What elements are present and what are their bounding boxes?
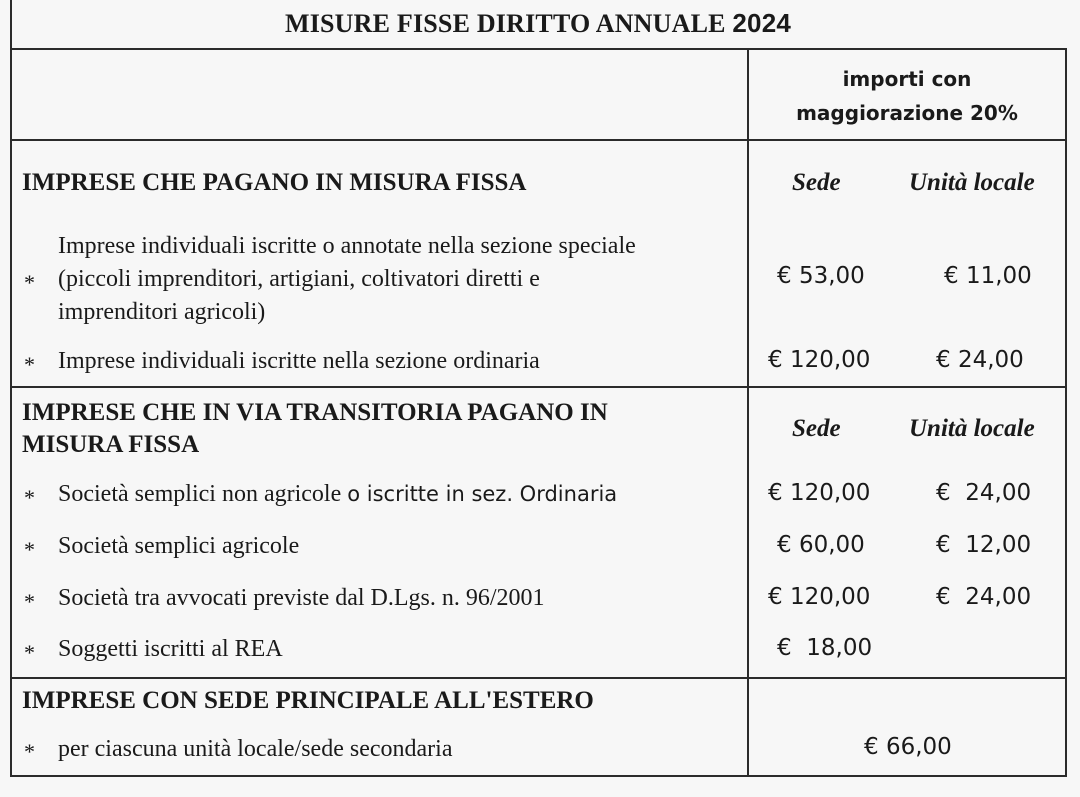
section-heading-transitory-line2: MISURA FISSA — [22, 431, 200, 458]
column-header-unita: Unità locale — [909, 415, 1035, 442]
amount-unita: € 24,00 — [936, 584, 1032, 610]
section-heading-fixed: IMPRESE CHE PAGANO IN MISURA FISSA — [22, 169, 527, 196]
table-border-bottom — [10, 775, 1067, 777]
amount-sede: € 53,00 — [777, 263, 865, 289]
row-text-extra: o iscritte in sez. Ordinaria — [347, 482, 618, 506]
table-border-top — [10, 48, 1067, 50]
row-bullet: * — [24, 352, 35, 377]
amount-sede: € 120,00 — [768, 480, 871, 506]
section-heading-transitory-line1: IMPRESE CHE IN VIA TRANSITORIA PAGANO IN — [22, 399, 608, 426]
row-text: Società tra avvocati previste dal D.Lgs. n. 96/2001 — [58, 585, 545, 611]
row-bullet: * — [24, 640, 35, 665]
row-text-line: imprenditori agricoli) — [58, 299, 266, 325]
amount-unita: € 24,00 — [936, 480, 1032, 506]
amount-foreign: € 66,00 — [864, 734, 952, 760]
table-title — [10, 8, 1066, 39]
row-text — [58, 477, 617, 511]
table-title-year: 2024 — [732, 8, 792, 38]
row-bullet: * — [24, 537, 35, 562]
row-divider-section-3 — [10, 677, 1067, 679]
row-text-line: Imprese individuali iscritte o annotate nella sezione speciale — [58, 233, 636, 259]
row-divider-header — [10, 139, 1067, 141]
table-border-right — [1065, 48, 1067, 777]
row-text: Soggetti iscritti al REA — [58, 636, 283, 662]
header-note-line1: importi con — [842, 67, 972, 91]
section-heading-foreign: IMPRESE CON SEDE PRINCIPALE ALL'ESTERO — [22, 687, 594, 714]
header-note — [748, 62, 1066, 130]
amount-unita: € 24,00 — [936, 347, 1024, 373]
row-bullet: * — [24, 270, 35, 295]
row-text-main: Società semplici non agricole — [58, 481, 342, 507]
row-text: per ciascuna unità locale/sede secondaria — [58, 736, 453, 762]
table-title-text: MISURE FISSE DIRITTO ANNUALE — [284, 9, 726, 38]
amount-sede: € 120,00 — [768, 584, 871, 610]
column-header-unita: Unità locale — [909, 169, 1035, 196]
column-header-sede: Sede — [792, 169, 841, 196]
amount-sede: € 18,00 — [777, 635, 873, 661]
column-divider — [747, 48, 749, 777]
row-text: Imprese individuali iscritte nella sezione ordinaria — [58, 348, 540, 374]
amount-unita: € 11,00 — [944, 263, 1032, 289]
row-divider-section-2 — [10, 386, 1067, 388]
row-text-line: (piccoli imprenditori, artigiani, coltivatori diretti e — [58, 266, 540, 292]
column-header-sede: Sede — [792, 415, 841, 442]
table-border-left — [10, 0, 12, 777]
row-bullet: * — [24, 485, 35, 510]
row-bullet: * — [24, 589, 35, 614]
amount-sede: € 120,00 — [768, 347, 871, 373]
amount-sede: € 60,00 — [777, 532, 865, 558]
amount-unita: € 12,00 — [936, 532, 1032, 558]
header-note-line2: maggiorazione 20% — [796, 101, 1018, 125]
row-text: Società semplici agricole — [58, 533, 300, 559]
row-bullet: * — [24, 739, 35, 764]
